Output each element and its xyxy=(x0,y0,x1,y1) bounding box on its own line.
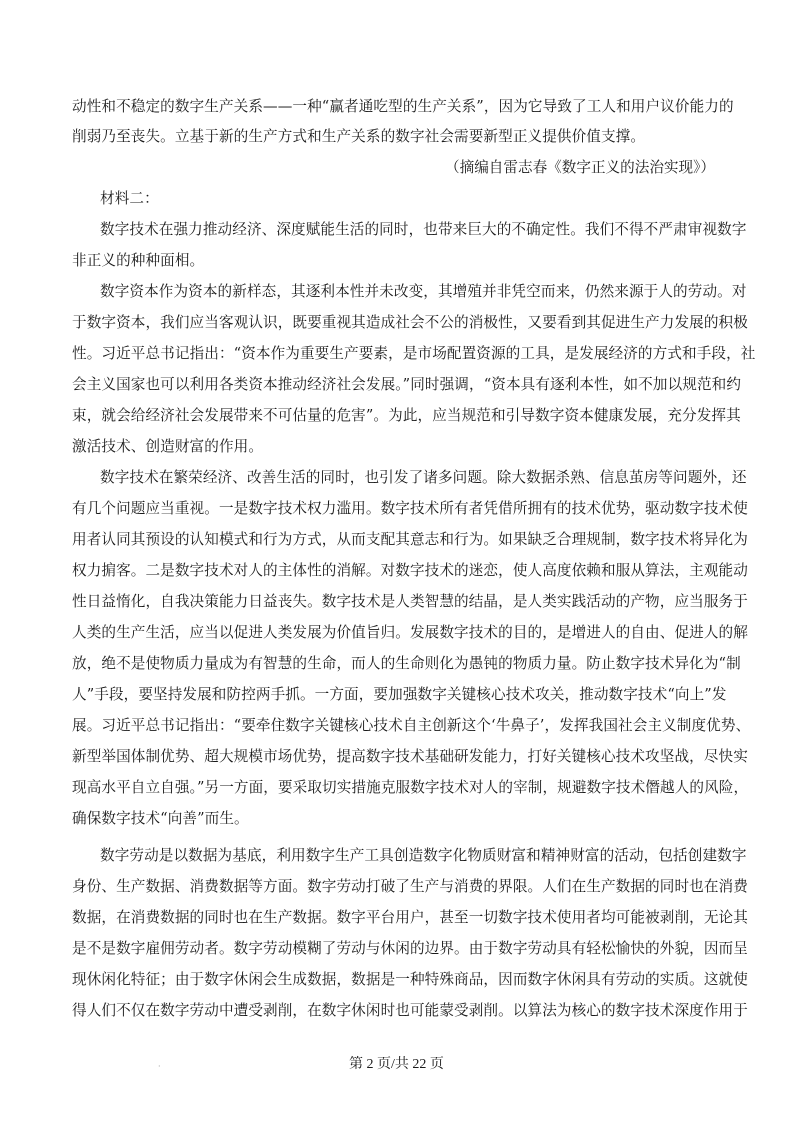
text-line: 权力掮客。二是数字技术对人的主体性的消解。对数字技术的迷恋，使人高度依赖和服从算法，主观能动 xyxy=(72,562,748,579)
text-line: 性日益惰化，自我决策能力日益丧失。数字技术是人类智慧的结晶，是人类实践活动的产物，应当服务于 xyxy=(72,593,748,610)
text-line: 人”手段，要坚持发展和防控两手抓。一方面，要加强数字关键核心技术攻关，推动数字技术“向上”发 xyxy=(72,686,727,703)
text-line: 现高水平自立自强。”另一方面，要采取切实措施克服数字技术对人的宰制，规避数字技术僭越人的风险， xyxy=(72,779,749,796)
text-line: 放，绝不是使物质力量成为有智慧的生命，而人的生命则化为愚钝的物质力量。防止数字技术异化为“制 xyxy=(72,655,741,672)
text-line: 削弱乃至丧失。立基于新的生产方式和生产关系的数字社会需要新型正义提供价值支撑。 xyxy=(72,128,646,145)
text-line: 激活技术、创造财富的作用。 xyxy=(72,438,264,455)
text-line: 有几个问题应当重视。一是数字技术权力滥用。数字技术所有者凭借所拥有的技术优势，驱动数字技术使 xyxy=(72,500,748,517)
text-line: 数字技术在强力推动经济、深度赋能生活的同时，也带来巨大的不确定性。我们不得不严肃审视数字 xyxy=(100,221,747,238)
text-line: 数字资本作为资本的新样态，其逐利本性并未改变，其增殖并非凭空而来，仍然来源于人的劳动。对 xyxy=(100,283,747,300)
text-line: 性。习近平总书记指出：“资本作为重要生产要素，是市场配置资源的工具，是发展经济的方式和手段，社 xyxy=(72,345,756,362)
text-line: 束，就会给经济社会发展带来不可估量的危害”。为此，应当规范和引导数字资本健康发展，充分发挥其 xyxy=(72,407,741,424)
text-line: 是不是数字雇佣劳动者。数字劳动模糊了劳动与休闲的边界。由于数字劳动具有轻松愉快的外貌，因而呈 xyxy=(72,940,748,957)
text-line: 得人们不仅在数字劳动中遭受剥削，在数字休闲时也可能蒙受剥削。以算法为核心的数字技术深度作用于 xyxy=(72,1002,748,1019)
text-line: 用者认同其预设的认知模式和行为方式，从而支配其意志和行为。如果缺乏合理规制，数字技术将异化为 xyxy=(72,531,748,548)
text-line: 动性和不稳定的数字生产关系——一种“赢者通吃型的生产关系”，因为它导致了工人和用户议价能力的 xyxy=(72,98,734,115)
text-line: 展。习近平总书记指出：“要牵住数字关键核心技术自主创新这个‘牛鼻子’，发挥我国社会主义制度优势、 xyxy=(72,717,751,734)
text-line: 数字劳动是以数据为基底，利用数字生产工具创造数字化物质财富和精神财富的活动，包括创建数字 xyxy=(100,847,747,864)
page-mark: · xyxy=(158,1062,161,1071)
text-line: 现休闲化特征；由于数字休闲会生成数据，数据是一种特殊商品，因而数字休闲具有劳动的实质。这就使 xyxy=(72,971,748,988)
text-line: 确保数字技术“向善”而生。 xyxy=(72,810,249,827)
text-line: 会主义国家也可以利用各类资本推动经济社会发展。”同时强调，“资本具有逐利本性，如不加以规范和约 xyxy=(72,376,742,393)
source-citation: （摘编自雷志春《数字正义的法治实现》） xyxy=(445,159,715,176)
text-line: 于数字资本，我们应当客观认识，既要重视其造成社会不公的消极性，又要看到其促进生产力发展的积极 xyxy=(72,314,748,331)
text-line: 人类的生产生活，应当以促进人类发展为价值旨归。发展数字技术的目的，是增进人的自由、促进人的解 xyxy=(72,624,748,641)
text-line: 数字技术在繁荣经济、改善生活的同时，也引发了诸多问题。除大数据杀熟、信息茧房等问题外，还 xyxy=(100,469,747,486)
page-number: 第 2 页/共 22 页 xyxy=(349,1057,444,1072)
text-line: 身份、生产数据、消费数据等方面。数字劳动打破了生产与消费的界限。人们在生产数据的同时也在消费 xyxy=(72,878,748,895)
text-line: 新型举国体制优势、超大规模市场优势，提高数字技术基础研发能力，打好关键核心技术攻坚战，尽快实 xyxy=(72,748,748,765)
section-heading: 材料二： xyxy=(100,190,159,207)
text-line: 非正义的种种面相。 xyxy=(72,252,205,269)
text-line: 数据，在消费数据的同时也在生产数据。数字平台用户，甚至一切数字技术使用者均可能被剥削，无论其 xyxy=(72,909,748,926)
